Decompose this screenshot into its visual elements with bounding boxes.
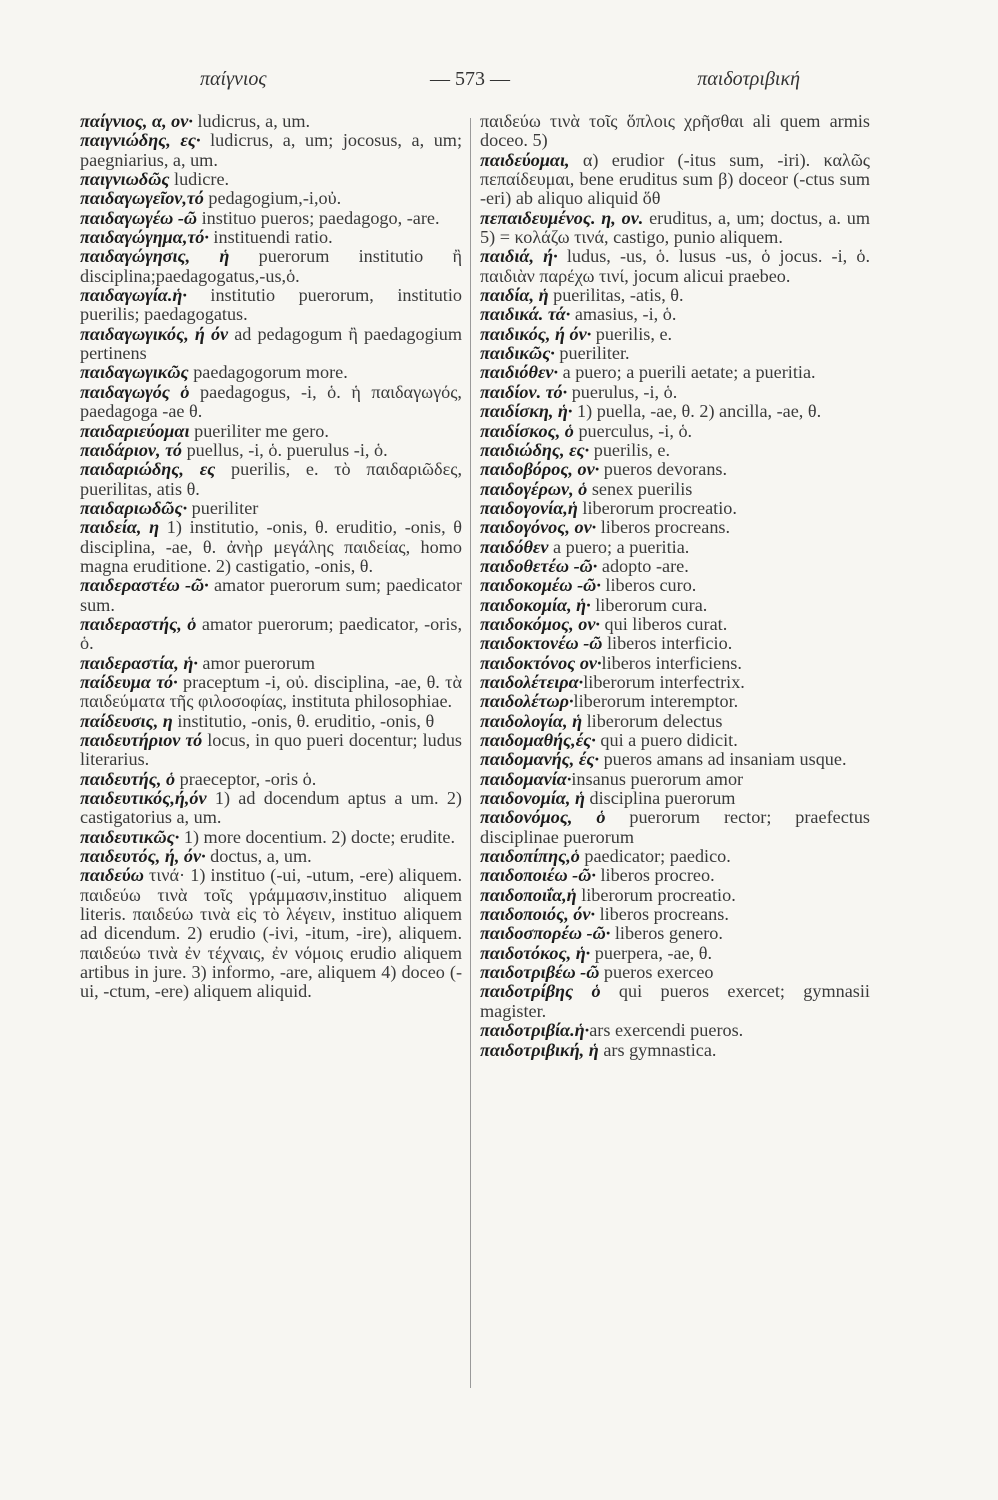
entry-definition: puerilis, e. (589, 439, 671, 460)
entry-definition: puerilis, e. τὸ παιδαριῶδες, puerilitas, atis θ. (80, 459, 462, 499)
dictionary-entry (480, 499, 870, 518)
dictionary-entry (80, 112, 462, 131)
entry-definition: amor puerorum (197, 652, 316, 673)
dictionary-entry (480, 596, 870, 615)
dictionary-entry (80, 712, 462, 731)
entry-headword: παίγνιος, α, ον· (80, 111, 193, 131)
dictionary-entry (480, 286, 870, 305)
dictionary-entry (80, 499, 462, 518)
entry-definition: insanus puerorum amor (571, 768, 744, 789)
dictionary-entry (480, 924, 870, 943)
dictionary-entry (80, 518, 462, 576)
dictionary-entry (480, 576, 870, 595)
entry-definition: liberorum procreatio. (577, 497, 737, 518)
entry-headword: παιγνιωδῶς (80, 169, 170, 190)
entry-headword: παιδοκτόνος ον· (480, 652, 602, 673)
entry-headword: παιδιόθεν· (480, 362, 559, 383)
dictionary-entry (480, 1021, 870, 1040)
entry-definition: liberos genero. (610, 923, 723, 944)
entry-definition: amator puerorum; paedicator, -oris, ὁ. (80, 613, 463, 654)
entry-definition: liberos curo. (600, 575, 697, 596)
entry-definition: amasius, -i, ὁ. (570, 304, 677, 325)
dictionary-entry (80, 383, 462, 422)
dictionary-entry (480, 905, 870, 924)
dictionary-entry (80, 228, 462, 247)
dictionary-entry (480, 731, 870, 750)
entry-headword: παιδευτικῶς· (80, 826, 180, 847)
entry-definition: 1) ad docendum aptus a um. 2) castigatorius a, um. (80, 788, 462, 828)
entry-definition: pueros exerceo (599, 962, 714, 983)
dictionary-entry (480, 325, 870, 344)
entry-headword: παιδίον. τό· (480, 381, 568, 402)
entry-definition: qui liberos curat. (599, 613, 728, 634)
entry-definition: pueros amans ad insaniam usque. (599, 749, 847, 770)
entry-definition: liberorum delectus (582, 710, 723, 731)
entry-definition: liberos procreans. (596, 517, 731, 538)
entry-headword: παιδόθεν (480, 536, 549, 557)
entry-definition: ad pedagogum ἢ paedagogium pertinens (80, 323, 462, 364)
entry-definition: senex puerilis (587, 478, 693, 499)
entry-definition: amator puerorum sum; paedicator sum. (80, 575, 462, 615)
entry-definition: 1) institutio, -onis, θ. eruditio, -onis, θ disciplina, -ae, θ. ἀνὴρ μεγάλης παιδείας, homo magna eruditione. 2) castigatio, -onis, θ. (80, 517, 462, 576)
entry-headword: παιδογονία,ἡ (480, 497, 578, 518)
entry-headword: παιδονομία, ἡ (480, 788, 585, 809)
entry-definition: pueriliter (187, 497, 259, 518)
entry-definition: pueros devorans. (599, 459, 728, 480)
dictionary-entry (80, 460, 462, 499)
entry-definition: puerorum institutio ἢ disciplina;paedagogatus,-us,ὁ. (80, 246, 462, 286)
column-divider (470, 118, 471, 1388)
dictionary-entry (80, 422, 462, 441)
dictionary-entry (480, 538, 870, 557)
entry-definition: doctus, a, um. (205, 846, 312, 867)
dictionary-entry (480, 344, 870, 363)
entry-definition: παιδεύω τινὰ τοῖς ὅπλοις χρῆσθαι ali quem armis doceo. 5) (480, 111, 870, 151)
entry-definition: institutio puerorum, institutio puerilis; paedagogatus. (80, 285, 462, 325)
entry-headword: παιδευτήριον τό (80, 730, 203, 750)
entry-definition: 1) puella, -ae, θ. 2) ancilla, -ae, θ. (572, 401, 822, 422)
header-first-headword: παίγνιος (200, 68, 267, 90)
dictionary-entry (80, 770, 462, 789)
entry-headword: παιδοποιός, όν· (480, 904, 596, 925)
entry-definition: puerilitas, -atis, θ. (548, 285, 684, 306)
entry-headword: παιδοβόρος, ον· (480, 459, 600, 480)
entry-definition: praeceptor, -oris ὁ. (175, 768, 317, 789)
dictionary-entry (80, 789, 462, 828)
entry-headword: παιδευτής, ὁ (80, 768, 176, 789)
entry-definition: puerpera, -ae, θ. (590, 942, 713, 963)
dictionary-entry (80, 576, 462, 615)
entry-headword: παιδάριον, τό (80, 439, 183, 460)
dictionary-entry (480, 305, 870, 324)
entry-headword: παιδαγωγία.ἡ· (80, 285, 187, 306)
dictionary-entry (480, 112, 870, 151)
dictionary-entry (80, 866, 462, 1001)
entry-headword: παιδαγώγημα,τό· (80, 227, 209, 248)
dictionary-entry (80, 247, 462, 286)
entry-headword: παιδιώδης, ες· (480, 439, 590, 460)
entry-definition: 1) more docentium. 2) docte; erudite. (179, 826, 456, 847)
dictionary-entry (80, 673, 462, 712)
entry-headword: πεπαιδευμένος. η, ον. (480, 207, 644, 228)
entry-definition: liberorum cura. (590, 594, 708, 615)
dictionary-entry (480, 634, 870, 653)
entry-definition: instituendi ratio. (208, 227, 333, 248)
entry-definition: paedagogorum more. (188, 362, 348, 383)
entry-definition: pedagogium,-i,οὐ. (203, 188, 342, 209)
dictionary-entry (480, 422, 870, 441)
entry-headword: παιδαγωγεῖον,τό (80, 188, 204, 209)
entry-definition: puellus, -i, ὁ. puerulus -i, ὁ. (182, 439, 388, 460)
dictionary-entry (480, 712, 870, 731)
entry-headword: παιδικῶς· (480, 343, 555, 364)
entry-headword: παιδοτόκος, ἡ· (480, 942, 591, 963)
entry-definition: liberos procreo. (595, 865, 715, 886)
entry-definition: instituo pueros; paedagogo, -are. (197, 207, 440, 228)
dictionary-entry (480, 247, 870, 286)
entry-headword: παιδεύω (80, 865, 144, 886)
entry-headword: παιδικά. τά· (480, 304, 571, 325)
entry-definition: puerilis, e. (591, 323, 673, 344)
entry-definition: disciplina puerorum (584, 788, 736, 809)
entry-definition: liberorum interemptor. (573, 691, 739, 712)
entry-headword: παιδοκόμος, ον· (480, 613, 600, 634)
dictionary-entry (480, 363, 870, 382)
dictionary-entry (480, 866, 870, 885)
entry-definition: puerorum rector; praefectus disciplinae puerorum (480, 807, 871, 847)
dictionary-entry (480, 209, 870, 248)
entry-headword: παιδία, ἡ (480, 285, 549, 306)
entry-definition: a puero; a puerili aetate; a pueritia. (558, 362, 816, 383)
entry-definition: ludicre. (169, 169, 230, 190)
entry-headword: παιδαριώδης, ες (80, 459, 216, 480)
entry-headword: παιδευτικός,ή,όν (80, 788, 207, 809)
entry-headword: παιδογόνος, ον· (480, 517, 597, 538)
entry-definition: pueriliter. (554, 343, 630, 364)
entry-definition: eruditus, a, um; doctus, a. um 5) = κολάζω τινά, castigo, punio aliquem. (480, 207, 870, 248)
entry-headword: παιδιά, ή· (480, 246, 558, 267)
dictionary-entry (480, 480, 870, 499)
dictionary-entry (80, 615, 462, 654)
entry-headword: παιδοκομέω -ῶ· (480, 575, 601, 596)
entry-headword: παιδοποιΐα,ἡ (480, 884, 577, 905)
entry-definition: liberorum procreatio. (576, 884, 736, 905)
dictionary-entry (480, 383, 870, 402)
entry-headword: παίδευμα τό· (80, 671, 178, 692)
dictionary-entry (80, 363, 462, 382)
dictionary-entry (480, 963, 870, 982)
dictionary-entry (480, 557, 870, 576)
dictionary-entry (480, 982, 870, 1021)
entry-headword: παίδευσις, η (80, 710, 173, 731)
entry-headword: παιδομανία· (480, 768, 572, 789)
entry-definition: paedagogus, -i, ὁ. ἡ παιδαγωγός, paedagoga -ae θ. (80, 381, 462, 422)
entry-definition: pueriliter me gero. (189, 420, 329, 441)
entry-headword: παιδοτριβία.ἡ· (480, 1020, 590, 1041)
entry-headword: παιδοτριβέω -ῶ (480, 962, 600, 983)
dictionary-entry (80, 654, 462, 673)
entry-definition: praceptum -i, οὐ. disciplina, -ae, θ. τὰ παιδεύματα τῆς φιλοσοφίας, instituta philosophiae. (80, 671, 462, 712)
entry-headword: παιγνιώδης, ες· (80, 130, 201, 151)
dictionary-entry (480, 789, 870, 808)
entry-definition: τινά· 1) instituo (-ui, -utum, -ere) aliquem. παιδεύω τινὰ τοῖς γράμμασιν,instituo aliquem literis. παιδεύω τινὰ εἰς τὸ λέγειν, instituo aliquem ad dicendum. 2) erudio (-ivi, -itum, -ire), aliquem. παιδεύω τινὰ ἐν τέχναις, ἐν νόμοις erudio aliquem artibus in jure. 3) informo, -are, aliquem 4) doceo (-ui, -ctum, -ere) aliquem aliquid. (80, 865, 462, 1002)
entry-headword: παιδαγώγησις, ἡ (80, 246, 230, 267)
entry-headword: παιδολέτωρ· (480, 691, 574, 712)
left-column (80, 112, 462, 1002)
dictionary-entry (480, 750, 870, 769)
entry-definition: a puero; a pueritia. (548, 536, 690, 557)
entry-definition: puerculus, -i, ὁ. (573, 420, 693, 441)
entry-definition: liberos procreans. (595, 904, 729, 925)
dictionary-entry (480, 615, 870, 634)
entry-headword: παιδαγωγέω -ῶ (80, 207, 198, 228)
dictionary-entry (480, 1041, 870, 1060)
entry-headword: παιδοτρίβης ὁ (480, 981, 601, 1002)
entry-headword: παιδαγωγός ὁ (80, 381, 190, 402)
dictionary-entry (480, 886, 870, 905)
entry-headword: παιδαγωγικός, ή όν (80, 323, 229, 344)
entry-headword: παιδογέρων, ὁ (480, 478, 588, 499)
dictionary-entry (480, 441, 870, 460)
entry-headword: παιδολογία, ἡ (480, 710, 583, 731)
entry-definition: liberos interficio. (602, 633, 733, 654)
dictionary-entry (80, 847, 462, 866)
entry-headword: παιδομαθής,ές· (480, 730, 596, 750)
dictionary-entry (480, 460, 870, 479)
dictionary-entry (80, 189, 462, 208)
entry-headword: παιδαριεύομαι (80, 420, 190, 441)
entry-definition: paedicator; paedico. (579, 846, 731, 867)
entry-headword: παιδοκομία, ἡ· (480, 594, 591, 615)
entry-definition: ars gymnastica. (598, 1039, 717, 1060)
entry-headword: παιδαριωδῶς· (80, 497, 188, 518)
dictionary-entry (480, 654, 870, 673)
dictionary-entry (480, 402, 870, 421)
entry-headword: παιδεύομαι, (480, 149, 570, 170)
page-header (200, 68, 800, 98)
entry-headword: παιδομανής, ές· (480, 749, 600, 770)
entry-definition: ludicrus, a, um; jocosus, a, um; paegniarius, a, um. (80, 130, 462, 170)
entry-headword: παιδοθετέω -ῶ· (480, 555, 598, 576)
entry-definition: liberorum interfectrix. (583, 671, 745, 692)
dictionary-entry (480, 692, 870, 711)
dictionary-entry (480, 944, 870, 963)
dictionary-entry (80, 286, 462, 325)
entry-headword: παιδίσκη, ἡ· (480, 401, 573, 422)
entry-headword: παιδαγωγικῶς (80, 362, 189, 383)
entry-headword: παιδονόμος, ὁ (480, 807, 606, 828)
entry-headword: παιδεραστέω -ῶ· (80, 575, 209, 596)
entry-definition: α) erudior (-itus sum, -iri). καλῶς πεπαίδευμαι, bene eruditus sum β) doceor (-ctus sum -eri) ab aliquo aliquid ὅθ (480, 149, 870, 209)
dictionary-entry (80, 325, 462, 364)
entry-definition: ars exercendi pueros. (589, 1020, 744, 1041)
dictionary-entry (480, 847, 870, 866)
dictionary-entry (480, 770, 870, 789)
entry-definition: puerulus, -i, ὁ. (567, 381, 678, 402)
dictionary-entry (80, 131, 462, 170)
dictionary-entry (80, 731, 462, 770)
entry-headword: παιδοτριβική, ἡ (480, 1039, 599, 1060)
entry-headword: παιδοκτονέω -ῶ (480, 633, 603, 654)
entry-definition: institutio, -onis, θ. eruditio, -onis, θ (172, 710, 435, 731)
entry-headword: παιδικός, ή όν· (480, 323, 592, 344)
dictionary-entry (80, 828, 462, 847)
dictionary-entry (480, 673, 870, 692)
entry-headword: παιδίσκος, ὁ (480, 420, 574, 441)
dictionary-entry (80, 209, 462, 228)
entry-headword: παιδεραστής, ὁ (80, 613, 197, 634)
entry-headword: παιδεία, η (80, 517, 160, 538)
entry-headword: παιδοποιέω -ῶ· (480, 865, 596, 886)
entry-headword: παιδοσπορέω -ῶ· (480, 923, 611, 944)
entry-headword: παιδευτός, ή, όν· (80, 846, 206, 867)
dictionary-entry (480, 518, 870, 537)
header-last-headword: παιδοτριβική (697, 68, 800, 90)
entry-definition: ludicrus, a, um. (192, 111, 311, 131)
entry-definition: liberos interficiens. (601, 652, 742, 673)
right-column (480, 112, 870, 1060)
entry-definition: qui pueros exercet; gymnasii magister. (480, 981, 870, 1021)
entry-headword: παιδοπίπης,ὁ (480, 846, 580, 867)
entry-definition: ludus, -us, ὁ. lusus -us, ὁ jocus. -i, ὁ. παιδιὰν παρέχω τινί, jocum alicui praebeo. (480, 246, 870, 286)
entry-definition: adopto -are. (597, 555, 689, 576)
entry-headword: παιδεραστία, ἡ· (80, 652, 198, 673)
dictionary-entry (80, 170, 462, 189)
page-number: — 573 — (430, 68, 510, 90)
entry-definition: qui a puero didicit. (595, 730, 738, 750)
dictionary-entry (480, 808, 870, 847)
entry-definition: locus, in quo pueri docentur; ludus literarius. (80, 730, 462, 770)
dictionary-entry (480, 151, 870, 209)
dictionary-entry (80, 441, 462, 460)
entry-headword: παιδολέτειρα· (480, 671, 584, 692)
